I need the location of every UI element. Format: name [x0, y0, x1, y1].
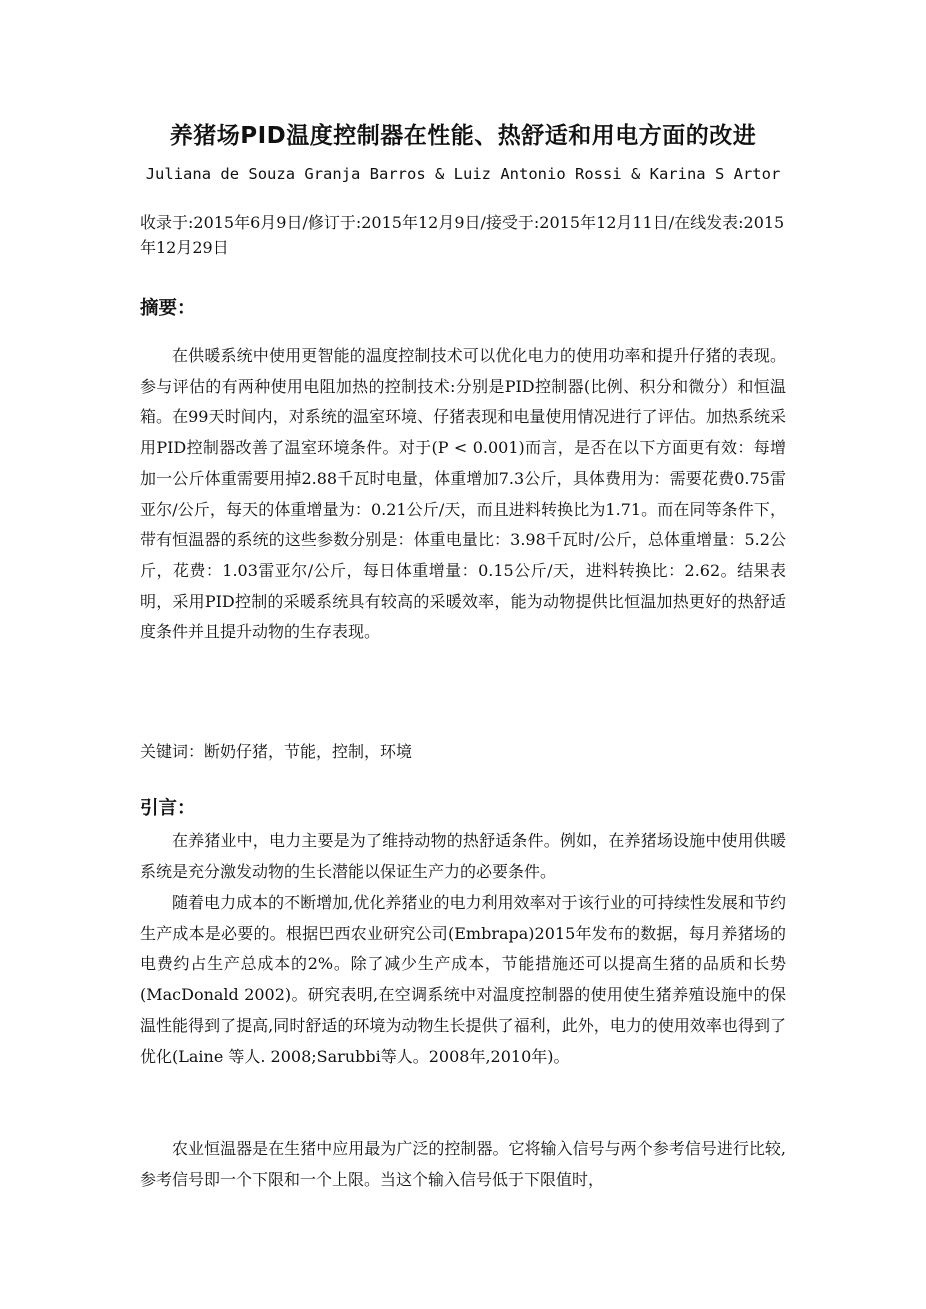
paper-authors: Juliana de Souza Granja Barros & Luiz Antonio Rossi & Karina S Artor — [145, 165, 781, 183]
publication-dates: 收录于:2015年6月9日/修订于:2015年12月9日/接受于:2015年12月11日/在线发表:2015年12月29日 — [140, 213, 785, 257]
paper-title: 养猪场PID温度控制器在性能、热舒适和用电方面的改进 — [169, 123, 757, 149]
abstract-heading: 摘要： — [140, 298, 196, 319]
keywords-line: 关键词：断奶仔猪，节能，控制，环境 — [140, 742, 413, 761]
intro-paragraph-3: 农业恒温器是在生猪中应用最为广泛的控制器。它将输入信号与两个参考信号进行比较,参考信号即一个下限和一个上限。当这个输入信号低于下限值时， — [140, 1139, 786, 1189]
abstract-text: 在供暖系统中使用更智能的温度控制技术可以优化电力的使用功率和提升仔猪的表现。参与评估的有两种使用电阻加热的控制技术:分别是PID控制器(比例、积分和微分）和恒温箱。在99天时间内，对系统的温室环境、仔猪表现和电量使用情况进行了评估。加热系统采用PID控制器改善了温室环境条件。对于(P < 0.001)而言，是否在以下方面更有效：每增加一公斤体重需要用掉2.88千瓦时电量，体重增加7.3公斤，具体费用为：需要花费0.75雷亚尔/公斤，每天的体重增量为：0.21公斤/天，而且进料转换比为1.71。而在同等条件下，带有恒温器的系统的这些参数分别是：体重电量比：3.98千瓦时/公斤，总体重增量：5.2公斤，花费：1.03雷亚尔/公斤，每日体重增量：0.15公斤/天，进料转换比：2.62。结果表明，采用PID控制的采暖系统具有较高的采暖效率，能为动物提供比恒温加热更好的热舒适度条件并且提升动物的生存表现。 — [140, 346, 786, 642]
intro-paragraph-2: 随着电力成本的不断增加,优化养猪业的电力利用效率对于该行业的可持续性发展和节约生产成本是必要的。根据巴西农业研究公司(Embrapa)2015年发布的数据，每月养猪场的电费约占生产总成本的2%。除了减少生产成本，节能措施还可以提高生猪的品质和长势(MacDonald 2002)。研究表明,在空调系统中对温度控制器的使用使生猪养殖设施中的保温性能得到了提高,同时舒适的环境为动物生长提供了福利，此外，电力的使用效率也得到了优化(Laine 等人. 2008;Sarubbi等人。2008年,2010年)。 — [140, 893, 786, 1066]
introduction-heading: 引言： — [140, 798, 196, 819]
intro-paragraph-1: 在养猪业中，电力主要是为了维持动物的热舒适条件。例如，在养猪场设施中使用供暖系统是充分激发动物的生长潜能以保证生产力的必要条件。 — [140, 831, 786, 881]
